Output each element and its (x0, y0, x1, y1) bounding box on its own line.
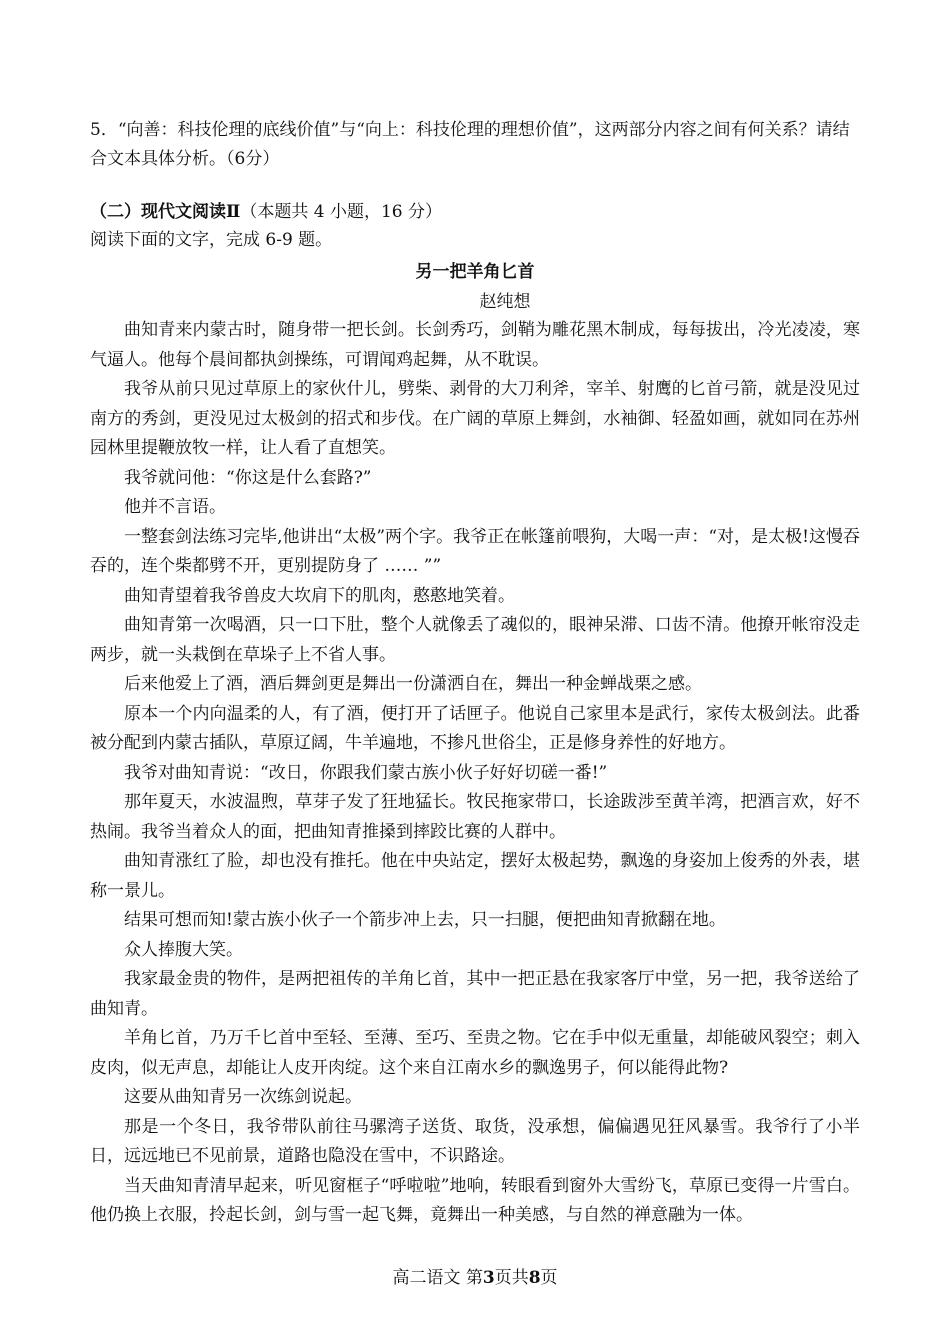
article-paragraph: 我爷从前只见过草原上的家伙什儿，劈柴、剥骨的大刀利斧，宰羊、射鹰的匕首弓箭，就是没见过南方的秀剑，更没见过太极剑的招式和步伐。在广阔的草原上舞剑，水袖御、轻盈如画，就如同在苏州园林里提鞭放牧一样，让人看了直想笑。 (90, 379, 860, 458)
page-footer (0, 1266, 950, 1290)
footer-page-number: 3 (482, 1268, 495, 1288)
article-paragraph: 原本一个内向温柔的人，有了酒，便打开了话匣子。他说自己家里本是武行，家传太极剑法。此番被分配到内蒙古插队，草原辽阔，牛羊遍地，不掺凡世俗尘，正是修身养性的好地方。 (90, 703, 860, 753)
footer-total-pages: 8 (528, 1268, 541, 1288)
article-paragraph: 当天曲知青清早起来，听见窗框子“呼啦啦”地响，转眼看到窗外大雪纷飞，草原已变得一片雪白。他仍换上衣服，拎起长剑，剑与雪一起飞舞，竟舞出一种美感，与自然的禅意融为一体。 (90, 1175, 860, 1225)
footer-suffix: 页 (540, 1268, 558, 1288)
article-paragraph: 那年夏天，水波温煦，草芽子发了狂地猛长。牧民拖家带口，长途跋涉至黄羊湾，把酒言欢，好不热闹。我爷当着众人的面，把曲知青推搡到摔跤比赛的人群中。 (90, 792, 860, 842)
reading-instruction: 阅读下面的文字，完成 6-9 题。 (90, 230, 333, 250)
article-paragraph: 我爷对曲知青说：“改日，你跟我们蒙古族小伙子好好切磋一番!” (124, 762, 608, 783)
article-paragraph: 他并不言语。 (124, 497, 226, 517)
article-paragraph: 曲知青涨红了脸，却也没有推托。他在中央站定，摆好太极起势，飘逸的身姿加上俊秀的外表，堪称一景儿。 (90, 851, 860, 901)
article-paragraph: 结果可想而知!蒙古族小伙子一个箭步冲上去，只一扫腿，便把曲知青掀翻在地。 (124, 910, 726, 930)
section-meta: （本题共 4 小题，16 分） (240, 202, 442, 222)
article-author: 赵纯想 (479, 292, 531, 312)
article-paragraph: 一整套剑法练习完毕,他讲出“太极”两个字。我爷正在帐篷前喂狗，大喝一声：“对，是太极!这慢吞吞的，连个柴都劈不开，更别提防身了 …… ”” (90, 526, 860, 576)
article-paragraph: 后来他爱上了酒，酒后舞剑更是舞出一份潇洒自在，舞出一种金蝉战栗之感。 (124, 674, 702, 694)
section-title: （二）现代文阅读Ⅱ (90, 202, 241, 222)
article-paragraph: 羊角匕首，乃万千匕首中至轻、至薄、至巧、至贵之物。它在手中似无重量，却能破风裂空；刺入皮肉，似无声息，却能让人皮开肉绽。这个来自江南水乡的飘逸男子，何以能得此物? (90, 1028, 860, 1078)
article-paragraph: 曲知青来内蒙古时，随身带一把长剑。长剑秀巧，剑鞘为雕花黑木制成，每每拔出，冷光凌凌，寒气逼人。他每个晨间都执剑操练，可谓闻鸡起舞，从不耽误。 (90, 320, 860, 370)
article-paragraph: 曲知青第一次喝酒，只一口下肚，整个人就像丢了魂似的，眼神呆滞、口齿不清。他撩开帐帘没走两步，就一头栽倒在草垛子上不省人事。 (90, 615, 860, 665)
page-content (90, 116, 860, 1231)
footer-middle: 页共 (494, 1268, 529, 1288)
article-paragraph: 曲知青望着我爷兽皮大坎肩下的肌肉，憨憨地笑着。 (124, 585, 515, 606)
section-heading (90, 198, 860, 226)
footer-prefix: 高二语文 第 (392, 1268, 483, 1288)
article-paragraph: 我家最金贵的物件，是两把祖传的羊角匕首，其中一把正悬在我家客厅中堂，另一把，我爷送给了曲知青。 (90, 969, 860, 1019)
question-5: 5．“向善：科技伦理的底线价值”与“向上：科技伦理的理想价值”，这两部分内容之间有何关系？请结合文本具体分析。（6分） (90, 120, 850, 169)
article-body (90, 316, 860, 1231)
article-paragraph: 众人捧腹大笑。 (124, 939, 243, 960)
article-paragraph: 我爷就问他：“你这是什么套路?” (124, 467, 372, 488)
article-paragraph: 那是一个冬日，我爷带队前往马骡湾子送货、取货，没承想，偏偏遇见狂风暴雪。我爷行了小半日，远远地已不见前景，道路也隐没在雪中，不识路途。 (90, 1116, 860, 1166)
article-title: 另一把羊角匕首 (415, 262, 535, 282)
article-paragraph: 这要从曲知青另一次练剑说起。 (124, 1087, 362, 1107)
